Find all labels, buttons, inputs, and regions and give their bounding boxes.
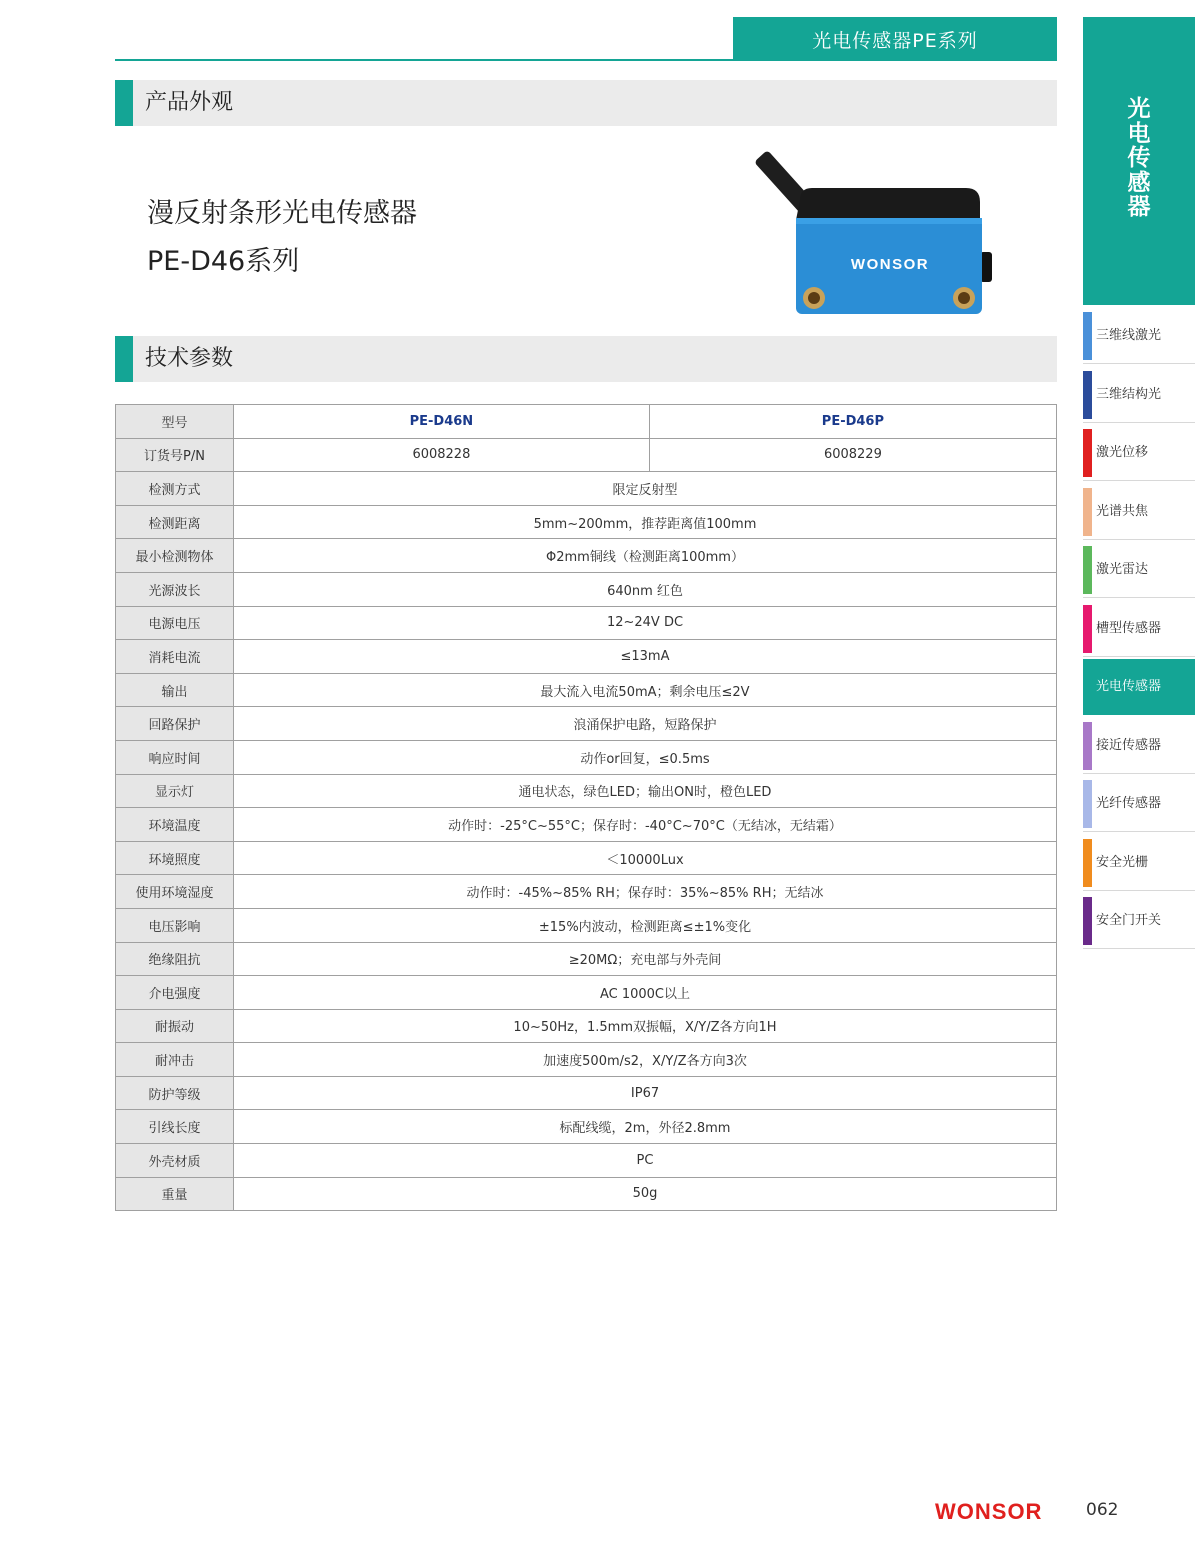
table-row xyxy=(116,976,1057,1010)
sidebar-item[interactable] xyxy=(1083,835,1195,891)
sidebar-item[interactable] xyxy=(1083,308,1195,364)
table-row xyxy=(116,472,1057,506)
table-row xyxy=(116,539,1057,573)
table-row xyxy=(116,707,1057,741)
row-label: 重量 xyxy=(116,1177,234,1211)
row-value: 加速度500m/s2，X/Y/Z各方向3次 xyxy=(234,1043,1057,1077)
sidebar-item-label: 三维结构光 xyxy=(1096,386,1162,402)
sidebar-item-label: 光谱共焦 xyxy=(1096,503,1149,519)
sidebar-color-marker xyxy=(1083,897,1092,945)
row-label: 防护等级 xyxy=(116,1076,234,1110)
row-label: 引线长度 xyxy=(116,1110,234,1144)
sidebar-color-marker xyxy=(1083,371,1092,419)
row-label: 电源电压 xyxy=(116,606,234,640)
footer-logo-text: WONSOR xyxy=(935,1499,1043,1524)
row-value: 通电状态，绿色LED；输出ON时，橙色LED xyxy=(234,774,1057,808)
table-row xyxy=(116,405,1057,439)
row-value: 标配线缆，2m，外径2.8mm xyxy=(234,1110,1057,1144)
table-row xyxy=(116,438,1057,472)
table-row xyxy=(116,1177,1057,1211)
row-value: 5mm~200mm，推荐距离值100mm xyxy=(234,505,1057,539)
section-title: 产品外观 xyxy=(145,90,234,115)
sidebar-color-marker xyxy=(1083,780,1092,828)
page-number: 062 xyxy=(1086,1500,1119,1520)
sidebar-item-label: 激光雷达 xyxy=(1096,562,1149,577)
row-label: 型号 xyxy=(116,405,234,439)
sidebar-item-label: 槽型传感器 xyxy=(1096,620,1162,636)
sidebar-category-header xyxy=(1083,17,1195,305)
row-label: 检测距离 xyxy=(116,505,234,539)
row-value: 640nm 红色 xyxy=(234,572,1057,606)
row-label: 介电强度 xyxy=(116,976,234,1010)
table-row xyxy=(116,908,1057,942)
sidebar-item-label: 三维线激光 xyxy=(1096,328,1162,343)
row-label: 电压影响 xyxy=(116,908,234,942)
table-row xyxy=(116,505,1057,539)
sidebar-category-label: 光 电 传 感 器 xyxy=(1127,96,1151,220)
sidebar-item[interactable] xyxy=(1083,601,1195,657)
row-label: 检测方式 xyxy=(116,472,234,506)
row-value: 浪涌保护电路，短路保护 xyxy=(234,707,1057,741)
table-row xyxy=(116,1144,1057,1178)
product-name-line2: PE-D46系列 xyxy=(147,246,300,277)
section-accent-bar xyxy=(115,336,133,382)
row-label: 输出 xyxy=(116,673,234,707)
row-label: 绝缘阻抗 xyxy=(116,942,234,976)
row-label: 环境温度 xyxy=(116,808,234,842)
row-value: Φ2mm铜线（检测距离100mm） xyxy=(234,539,1057,573)
row-value: IP67 xyxy=(234,1076,1057,1110)
row-label: 回路保护 xyxy=(116,707,234,741)
row-label: 最小检测物体 xyxy=(116,539,234,573)
section-accent-bar xyxy=(115,80,133,126)
row-value: 动作时：-45%~85% RH；保存时：35%~85% RH；无结冰 xyxy=(234,875,1057,909)
section-header-appearance xyxy=(115,80,1057,126)
model-cell: PE-D46P xyxy=(649,405,1056,439)
series-title: 光电传感器PE系列 xyxy=(733,17,1057,61)
sidebar-item-label: 接近传感器 xyxy=(1096,737,1162,753)
table-row xyxy=(116,572,1057,606)
row-label: 环境照度 xyxy=(116,841,234,875)
row-value: 最大流入电流50mA；剩余电压≤2V xyxy=(234,673,1057,707)
section-header-specs xyxy=(115,336,1057,382)
table-row xyxy=(116,640,1057,674)
sidebar-item-label: 激光位移 xyxy=(1096,445,1149,460)
row-value: ≤13mA xyxy=(234,640,1057,674)
table-row xyxy=(116,774,1057,808)
row-value: 50g xyxy=(234,1177,1057,1211)
sidebar-color-marker xyxy=(1083,839,1092,887)
sidebar-item-label: 光电传感器 xyxy=(1096,679,1162,694)
row-label: 使用环境湿度 xyxy=(116,875,234,909)
table-row xyxy=(116,1009,1057,1043)
device-brand-text: WONSOR xyxy=(850,256,930,273)
table-row xyxy=(116,1110,1057,1144)
row-value: 动作or回复，≤0.5ms xyxy=(234,740,1057,774)
product-image xyxy=(748,148,998,320)
row-label: 消耗电流 xyxy=(116,640,234,674)
table-row xyxy=(116,808,1057,842)
sidebar-item[interactable] xyxy=(1083,659,1195,715)
product-name-line1: 漫反射条形光电传感器 xyxy=(147,198,417,229)
product-name xyxy=(147,190,417,286)
row-value: PC xyxy=(234,1144,1057,1178)
sidebar-item[interactable] xyxy=(1083,718,1195,774)
row-value: 12~24V DC xyxy=(234,606,1057,640)
section-title: 技术参数 xyxy=(145,346,234,371)
sidebar-color-marker xyxy=(1083,488,1092,536)
sidebar-color-marker xyxy=(1083,429,1092,477)
row-value: ＜10000Lux xyxy=(234,841,1057,875)
row-label: 订货号P/N xyxy=(116,438,234,472)
row-value: AC 1000C以上 xyxy=(234,976,1057,1010)
sidebar-item[interactable] xyxy=(1083,776,1195,832)
table-row xyxy=(116,1076,1057,1110)
sidebar-item[interactable] xyxy=(1083,542,1195,598)
row-label: 光源波长 xyxy=(116,572,234,606)
model-cell: PE-D46N xyxy=(234,405,650,439)
row-value: ±15%内波动，检测距离≤±1%变化 xyxy=(234,908,1057,942)
sidebar-item[interactable] xyxy=(1083,893,1195,949)
sidebar-color-marker xyxy=(1083,546,1092,594)
table-row xyxy=(116,841,1057,875)
table-row xyxy=(116,606,1057,640)
wonsor-logo xyxy=(935,1498,1059,1524)
row-value: 限定反射型 xyxy=(234,472,1057,506)
row-value: ≥20MΩ；充电部与外壳间 xyxy=(234,942,1057,976)
sidebar-color-marker xyxy=(1083,605,1092,653)
row-label: 耐振动 xyxy=(116,1009,234,1043)
sidebar-item[interactable] xyxy=(1083,425,1195,481)
table-row xyxy=(116,673,1057,707)
sidebar-item-label: 安全门开关 xyxy=(1096,913,1162,928)
row-label: 显示灯 xyxy=(116,774,234,808)
table-row xyxy=(116,1043,1057,1077)
table-row xyxy=(116,740,1057,774)
sidebar-color-marker xyxy=(1083,312,1092,360)
row-label: 响应时间 xyxy=(116,740,234,774)
part-number-cell: 6008229 xyxy=(649,438,1056,472)
sidebar-item[interactable] xyxy=(1083,367,1195,423)
sidebar-item[interactable] xyxy=(1083,484,1195,540)
table-row xyxy=(116,942,1057,976)
table-row xyxy=(116,875,1057,909)
part-number-cell: 6008228 xyxy=(234,438,650,472)
row-label: 外壳材质 xyxy=(116,1144,234,1178)
row-label: 耐冲击 xyxy=(116,1043,234,1077)
sidebar-item-label: 光纤传感器 xyxy=(1096,796,1162,811)
row-value: 动作时：-25°C~55°C；保存时：-40°C~70°C（无结冰，无结霜） xyxy=(234,808,1057,842)
sidebar-color-marker xyxy=(1083,722,1092,770)
spec-table xyxy=(115,404,1057,1211)
row-value: 10~50Hz，1.5mm双振幅，X/Y/Z各方向1H xyxy=(234,1009,1057,1043)
sidebar-item-label: 安全光栅 xyxy=(1096,854,1149,870)
